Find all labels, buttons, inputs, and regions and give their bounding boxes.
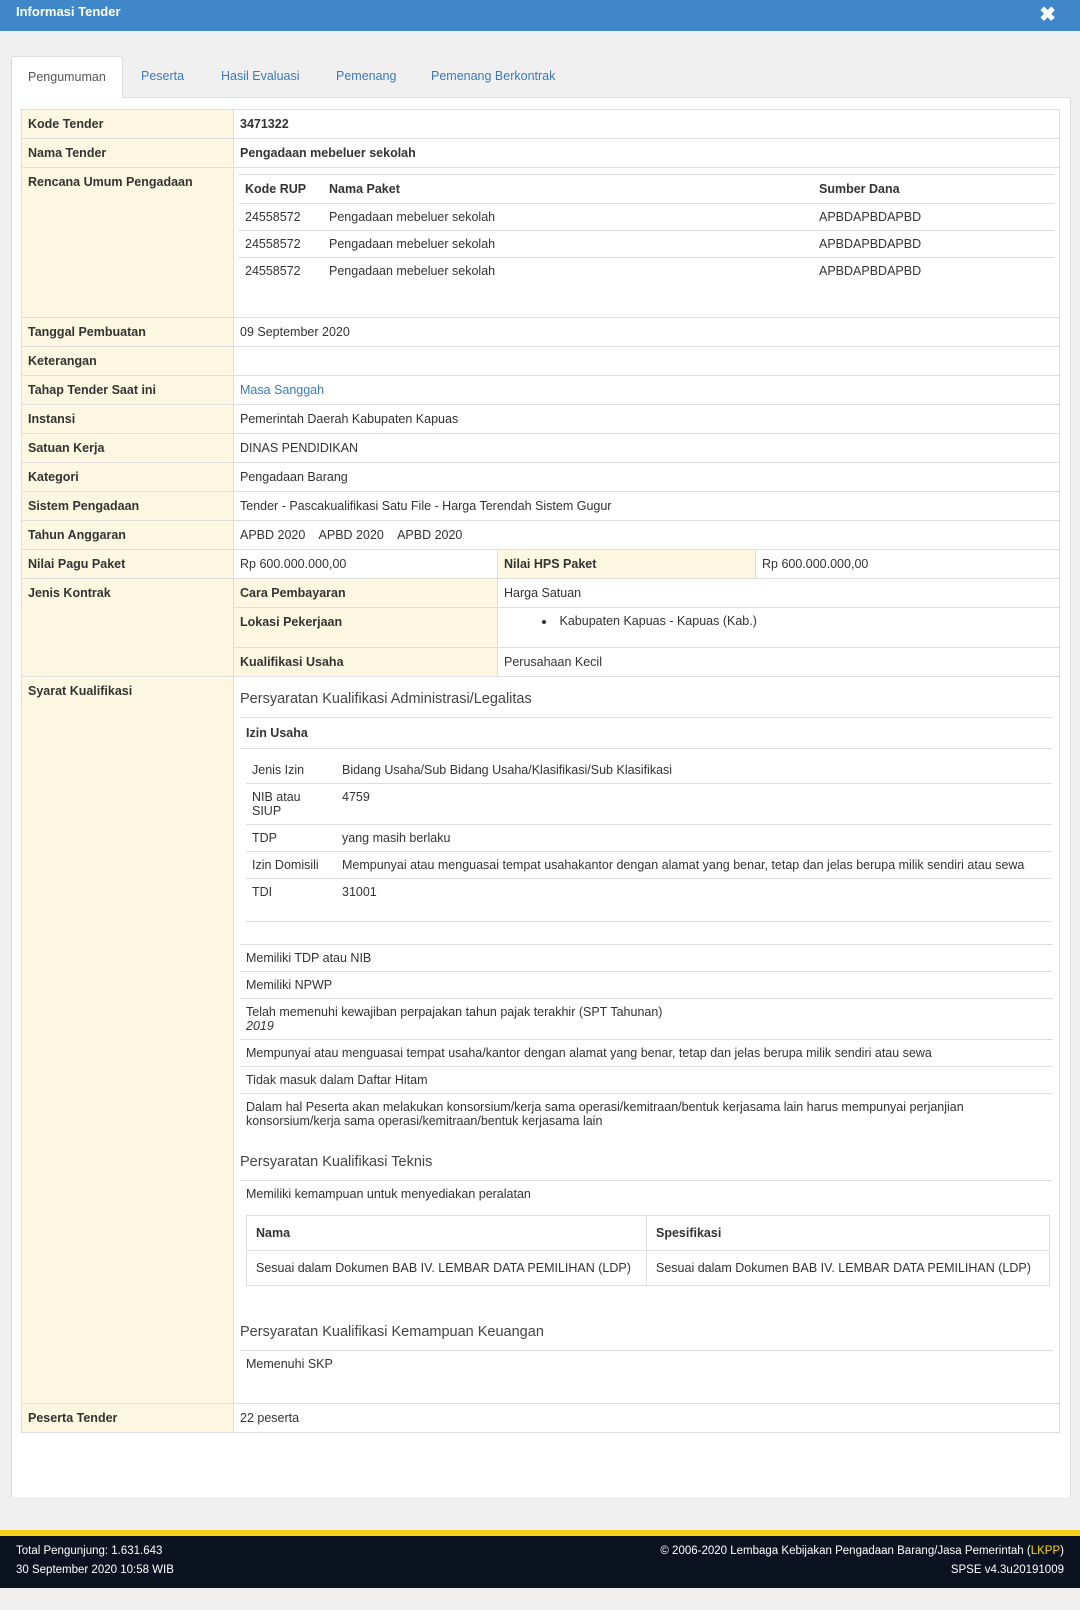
spt-text: Telah memenuhi kewajiban perpajakan tahun pajak terakhir (SPT Tahunan) bbox=[246, 1005, 663, 1019]
syarat-item-spt bbox=[240, 998, 1053, 1039]
izin-row bbox=[246, 852, 1051, 879]
alat-cell: Sesuai dalam Dokumen BAB IV. LEMBAR DATA PEMILIHAN (LDP) bbox=[247, 1251, 647, 1286]
label-pagu: Nilai Pagu Paket bbox=[22, 550, 234, 578]
row-satuan bbox=[22, 434, 1059, 463]
value-instansi: Pemerintah Daerah Kabupaten Kapuas bbox=[240, 412, 459, 426]
rup-row bbox=[239, 258, 1054, 285]
value-keterangan bbox=[234, 347, 1059, 375]
syarat-item: Tidak masuk dalam Daftar Hitam bbox=[240, 1066, 1053, 1093]
row-syarat bbox=[22, 677, 1059, 1404]
lkpp-link[interactable]: LKPP bbox=[1030, 1545, 1061, 1557]
lokasi-item bbox=[498, 608, 1059, 647]
tab-pengumuman[interactable]: Pengumuman bbox=[11, 56, 123, 99]
label-cara-pembayaran: Cara Pembayaran bbox=[234, 579, 498, 607]
label-sistem: Sistem Pengadaan bbox=[22, 492, 234, 520]
label-kode-tender: Kode Tender bbox=[22, 110, 234, 138]
tahun-item: APBD 2020 bbox=[318, 528, 384, 542]
row-tanggal bbox=[22, 318, 1059, 347]
label-peserta: Peserta Tender bbox=[22, 1404, 234, 1432]
modal-header bbox=[0, 0, 1080, 31]
label-tanggal: Tanggal Pembuatan bbox=[22, 318, 234, 346]
label-instansi: Instansi bbox=[22, 405, 234, 433]
value-satuan: DINAS PENDIDIKAN bbox=[240, 441, 359, 455]
izin-row bbox=[246, 757, 1051, 784]
syarat-container bbox=[234, 677, 1059, 1403]
izin-value: Bidang Usaha/Sub Bidang Usaha/Klasifikasi/Sub Klasifikasi bbox=[336, 757, 1051, 784]
value-cara-pembayaran: Harga Satuan bbox=[504, 586, 582, 600]
value-kategori: Pengadaan Barang bbox=[240, 470, 348, 484]
row-kode-tender bbox=[22, 110, 1059, 139]
tender-info-table bbox=[21, 109, 1060, 1433]
syarat-item: Dalam hal Peserta akan melakukan konsorsium/kerja sama operasi/kemitraan/bentuk kerjasama lain harus mempunyai perjanjian konsorsium/kerja sama operasi/kemitraan/bentuk kerjasama lain bbox=[240, 1093, 1053, 1134]
teknis-title: Persyaratan Kualifikasi Teknis bbox=[240, 1154, 433, 1170]
alat-header-nama: Nama bbox=[247, 1216, 647, 1251]
rup-row bbox=[239, 204, 1054, 231]
izin-title: Izin Usaha bbox=[240, 717, 1053, 749]
izin-row bbox=[246, 784, 1051, 825]
izin-row bbox=[246, 879, 1051, 922]
value-peserta: 22 peserta bbox=[240, 1411, 300, 1425]
izin-value: yang masih berlaku bbox=[336, 825, 1051, 852]
label-satuan: Satuan Kerja bbox=[22, 434, 234, 462]
izin-value: 31001 bbox=[336, 879, 1051, 922]
label-nama-tender: Nama Tender bbox=[22, 139, 234, 167]
label-hps: Nilai HPS Paket bbox=[498, 550, 756, 578]
izin-key: Jenis Izin bbox=[246, 757, 336, 784]
value-kualifikasi-usaha: Perusahaan Kecil bbox=[504, 655, 602, 669]
row-nama-tender bbox=[22, 139, 1059, 168]
tab-peserta[interactable]: Peserta bbox=[141, 69, 185, 83]
row-keterangan bbox=[22, 347, 1059, 376]
alat-row bbox=[247, 1251, 1050, 1286]
rup-row bbox=[239, 231, 1054, 258]
value-kode-tender: 3471322 bbox=[240, 117, 289, 131]
copyright-text: © 2006-2020 Lembaga Kebijakan Pengadaan Barang/Jasa Pemerintah ( bbox=[660, 1545, 1031, 1557]
izin-key: TDP bbox=[246, 825, 336, 852]
copyright bbox=[660, 1545, 1064, 1557]
keuangan-item: Memenuhi SKP bbox=[240, 1350, 1053, 1389]
label-tahap: Tahap Tender Saat ini bbox=[22, 376, 234, 404]
label-rup: Rencana Umum Pengadaan bbox=[22, 168, 234, 317]
value-hps: Rp 600.000.000,00 bbox=[762, 557, 869, 571]
rup-container bbox=[234, 168, 1059, 317]
izin-row bbox=[246, 825, 1051, 852]
izin-key: TDI bbox=[246, 879, 336, 922]
tab-bar bbox=[11, 56, 1071, 98]
row-tahap bbox=[22, 376, 1059, 405]
syarat-item: Memiliki NPWP bbox=[240, 971, 1053, 998]
teknis-item: Memiliki kemampuan untuk menyediakan peralatan bbox=[240, 1180, 1053, 1207]
admin-title: Persyaratan Kualifikasi Administrasi/Legalitas bbox=[240, 691, 532, 707]
close-icon[interactable]: ✖ bbox=[1039, 4, 1056, 26]
value-tanggal: 09 September 2020 bbox=[240, 325, 350, 339]
rup-header-kode: Kode RUP bbox=[239, 175, 323, 204]
value-lokasi: Kabupaten Kapuas - Kapuas (Kab.) bbox=[559, 614, 757, 628]
footer bbox=[0, 1536, 1080, 1588]
value-tahun bbox=[234, 521, 1059, 549]
label-jenis-kontrak: Jenis Kontrak bbox=[22, 579, 234, 676]
tahap-link[interactable]: Masa Sanggah bbox=[240, 383, 325, 397]
izin-key: Izin Domisili bbox=[246, 852, 336, 879]
alat-cell: Sesuai dalam Dokumen BAB IV. LEMBAR DATA PEMILIHAN (LDP) bbox=[647, 1251, 1050, 1286]
rup-table bbox=[239, 174, 1054, 284]
label-kualifikasi-usaha: Kualifikasi Usaha bbox=[234, 648, 498, 676]
visitor-count: Total Pengunjung: 1.631.643 bbox=[16, 1545, 163, 1557]
spt-year: 2019 bbox=[246, 1019, 274, 1033]
rup-header-nama: Nama Paket bbox=[323, 175, 813, 204]
row-pagu bbox=[22, 550, 1059, 579]
tahun-item: APBD 2020 bbox=[397, 528, 463, 542]
rup-cell: 24558572 bbox=[239, 231, 323, 258]
tahun-item: APBD 2020 bbox=[240, 528, 306, 542]
footer-datetime: 30 September 2020 10:58 WIB bbox=[16, 1564, 174, 1576]
izin-key: NIB atau SIUP bbox=[246, 784, 336, 825]
row-sistem bbox=[22, 492, 1059, 521]
rup-cell: 24558572 bbox=[239, 204, 323, 231]
rup-cell: Pengadaan mebeluer sekolah bbox=[329, 264, 496, 278]
alat-header-spesifikasi: Spesifikasi bbox=[647, 1216, 1050, 1251]
tab-pemenang-berkontrak[interactable]: Pemenang Berkontrak bbox=[431, 69, 556, 83]
row-jenis-kontrak bbox=[22, 579, 1059, 677]
rup-cell: Pengadaan mebeluer sekolah bbox=[323, 204, 813, 231]
izin-value: 4759 bbox=[336, 784, 1051, 825]
rup-cell: APBDAPBDAPBD bbox=[819, 264, 922, 278]
row-rup bbox=[22, 168, 1059, 318]
label-kategori: Kategori bbox=[22, 463, 234, 491]
label-syarat: Syarat Kualifikasi bbox=[22, 677, 234, 1403]
tab-pemenang[interactable]: Pemenang bbox=[336, 69, 397, 83]
rup-cell: Pengadaan mebeluer sekolah bbox=[323, 231, 813, 258]
row-instansi bbox=[22, 405, 1059, 434]
row-kategori bbox=[22, 463, 1059, 492]
label-tahun: Tahun Anggaran bbox=[22, 521, 234, 549]
rup-cell: APBDAPBDAPBD bbox=[813, 204, 1054, 231]
rup-cell: APBDAPBDAPBD bbox=[813, 231, 1054, 258]
syarat-item: Mempunyai atau menguasai tempat usaha/kantor dengan alamat yang benar, tetap dan jelas berupa milik sendiri atau sewa bbox=[240, 1039, 1053, 1066]
syarat-item: Memiliki TDP atau NIB bbox=[240, 944, 1053, 971]
label-lokasi: Lokasi Pekerjaan bbox=[234, 608, 498, 647]
row-peserta bbox=[22, 1404, 1059, 1432]
label-keterangan: Keterangan bbox=[22, 347, 234, 375]
keuangan-title: Persyaratan Kualifikasi Kemampuan Keuangan bbox=[240, 1324, 544, 1340]
rup-header-sumber: Sumber Dana bbox=[813, 175, 1054, 204]
tab-hasil-evaluasi[interactable]: Hasil Evaluasi bbox=[221, 69, 300, 83]
izin-table bbox=[246, 757, 1051, 922]
value-sistem: Tender - Pascakualifikasi Satu File - Harga Terendah Sistem Gugur bbox=[240, 499, 612, 513]
rup-cell: 24558572 bbox=[245, 264, 301, 278]
izin-value: Mempunyai atau menguasai tempat usahakantor dengan alamat yang benar, tetap dan jelas berupa milik sendiri atau sewa bbox=[336, 852, 1051, 879]
value-pagu: Rp 600.000.000,00 bbox=[234, 550, 498, 578]
copyright-suffix: ) bbox=[1060, 1545, 1064, 1557]
value-nama-tender: Pengadaan mebeluer sekolah bbox=[240, 146, 416, 160]
row-tahun bbox=[22, 521, 1059, 550]
version-label: SPSE v4.3u20191009 bbox=[950, 1564, 1064, 1576]
peralatan-table bbox=[246, 1215, 1050, 1286]
modal-title: Informasi Tender bbox=[16, 4, 121, 19]
